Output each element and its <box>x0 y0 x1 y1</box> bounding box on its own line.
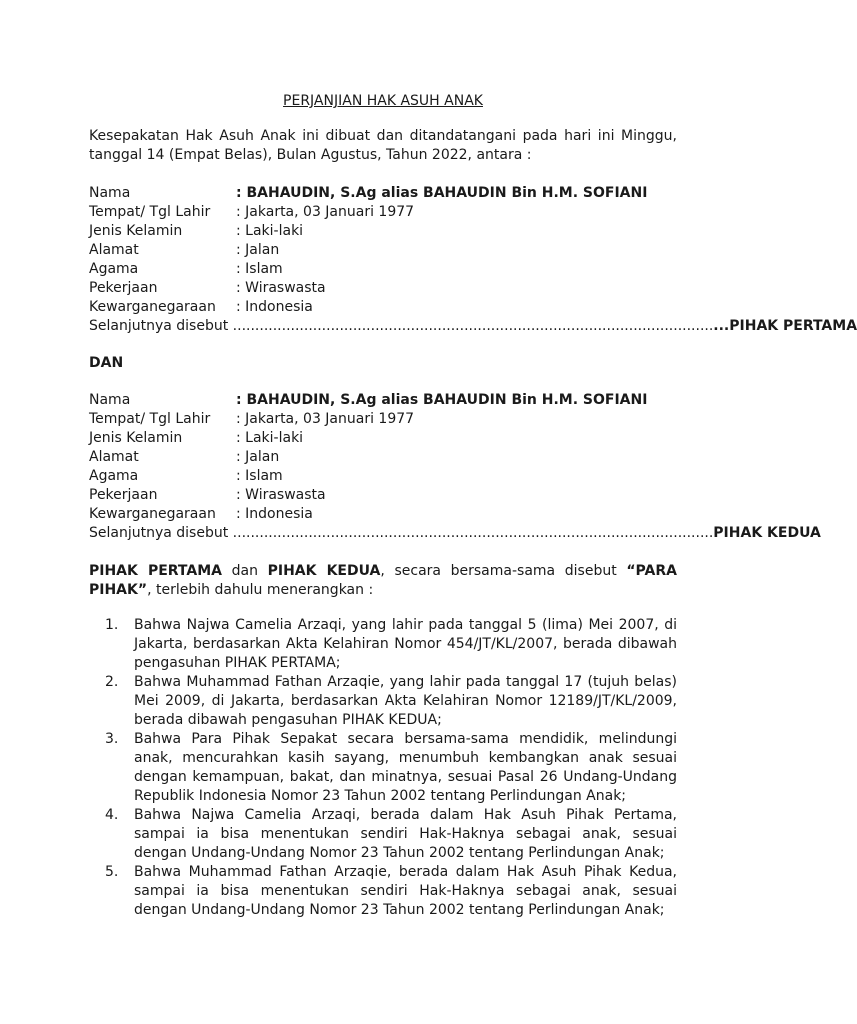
party1-field-ttl <box>89 203 677 222</box>
list-item-number: 3. <box>105 731 119 747</box>
field-label: Jenis Kelamin <box>89 430 183 446</box>
party2-designation <box>89 524 821 543</box>
document-page <box>89 92 857 920</box>
party2-field-pekerjaan <box>89 486 677 505</box>
party1-field-jenis-kelamin <box>89 222 677 241</box>
list-item <box>105 673 677 730</box>
designation-role: PIHAK KEDUA <box>713 525 821 541</box>
party1-field-alamat <box>89 241 677 260</box>
intro-paragraph: Kesepakatan Hak Asuh Anak ini dibuat dan ditandatangani pada hari ini Minggu, tanggal 14 (Empat Belas), Bulan Agustus, Tahun 2022, antara : <box>89 128 677 163</box>
field-value: : Wiraswasta <box>236 280 326 296</box>
party1-field-pekerjaan <box>89 279 677 298</box>
pihak-kedua-term: PIHAK KEDUA <box>267 563 381 579</box>
field-value: : Indonesia <box>236 299 313 315</box>
field-value: : Jalan <box>236 242 280 258</box>
field-label: Nama <box>89 392 131 408</box>
list-item-number: 2. <box>105 674 119 690</box>
field-value: : Laki-laki <box>236 223 304 239</box>
party2-field-jenis-kelamin <box>89 429 677 448</box>
dan-separator: DAN <box>89 355 124 371</box>
field-label: Alamat <box>89 242 139 258</box>
party1-fields <box>89 184 857 336</box>
list-item-text: Bahwa Najwa Camelia Arzaqi, yang lahir pada tanggal 5 (lima) Mei 2007, di Jakarta, berdasarkan Akta Kelahiran Nomor 454/JT/KL/2007, berada dibawah pengasuhan PIHAK PERTAMA; <box>134 617 677 671</box>
party2-field-kewarganegaraan <box>89 505 677 524</box>
field-value: : Wiraswasta <box>236 487 326 503</box>
list-item <box>105 730 677 806</box>
designation-label: Selanjutnya disebut <box>89 318 229 334</box>
field-label: Agama <box>89 261 139 277</box>
field-label: Kewarganegaraan <box>89 506 216 522</box>
field-label: Jenis Kelamin <box>89 223 183 239</box>
designation-label: Selanjutnya disebut <box>89 525 229 541</box>
party2-field-ttl <box>89 410 677 429</box>
field-label: Tempat/ Tgl Lahir <box>89 204 211 220</box>
party1-field-kewarganegaraan <box>89 298 677 317</box>
para-pihak-term: “PARA PIHAK” <box>89 563 677 598</box>
designation-dots: ............................................................................................................ <box>232 318 714 334</box>
list-item-number: 1. <box>105 617 119 633</box>
field-label: Pekerjaan <box>89 487 158 503</box>
designation-dots: ............................................................................................................ <box>232 525 714 541</box>
party1-designation <box>89 317 857 336</box>
list-item-text: Bahwa Najwa Camelia Arzaqi, berada dalam Hak Asuh Pihak Pertama, sampai ia bisa menentukan sendiri Hak-Haknya sebagai anak, sesuai dengan Undang-Undang Nomor 23 Tahun 2002 tentang Perlindungan Anak; <box>134 807 677 861</box>
field-value: : BAHAUDIN, S.Ag alias BAHAUDIN Bin H.M. SOFIANI <box>236 392 648 408</box>
conjunction-text: dan <box>221 563 268 579</box>
document-title: PERJANJIAN HAK ASUH ANAK <box>283 93 483 109</box>
list-item-text: Bahwa Para Pihak Sepakat secara bersama-sama mendidik, melindungi anak, mencurahkan kasih sayang, menumbuh kembangkan anak sesuai dengan kemampuan, bakat, dan minatnya, sesuai Pasal 26 Undang-Undang Republik Indonesia Nomor 23 Tahun 2002 tentang Perlindungan Anak; <box>134 731 677 804</box>
field-label: Tempat/ Tgl Lahir <box>89 411 211 427</box>
field-value: : Jalan <box>236 449 280 465</box>
field-value: : Islam <box>236 468 283 484</box>
field-value: : Jakarta, 03 Januari 1977 <box>236 411 415 427</box>
field-label: Pekerjaan <box>89 280 158 296</box>
party2-fields <box>89 391 821 543</box>
field-label: Nama <box>89 185 131 201</box>
middle-text: , secara bersama-sama disebut <box>380 563 627 579</box>
field-value: : BAHAUDIN, S.Ag alias BAHAUDIN Bin H.M. SOFIANI <box>236 185 648 201</box>
field-value: : Jakarta, 03 Januari 1977 <box>236 204 415 220</box>
para-pihak-paragraph <box>89 562 677 600</box>
field-label: Kewarganegaraan <box>89 299 216 315</box>
party1-field-nama <box>89 184 677 203</box>
tail-text: , terlebih dahulu menerangkan : <box>147 582 374 598</box>
party1-field-agama <box>89 260 677 279</box>
party2-field-agama <box>89 467 677 486</box>
list-item <box>105 863 677 920</box>
field-value: : Indonesia <box>236 506 313 522</box>
designation-role: ...PIHAK PERTAMA <box>713 318 857 334</box>
list-item <box>105 806 677 863</box>
list-item-text: Bahwa Muhammad Fathan Arzaqie, yang lahir pada tanggal 17 (tujuh belas) Mei 2009, di Jakarta, berdasarkan Akta Kelahiran Nomor 12189/JT/KL/2009, berada dibawah pengasuhan PIHAK KEDUA; <box>134 674 677 728</box>
list-item-number: 5. <box>105 864 119 880</box>
list-item-number: 4. <box>105 807 119 823</box>
party2-field-alamat <box>89 448 677 467</box>
party2-field-nama <box>89 391 677 410</box>
list-item <box>105 616 677 673</box>
recitals-list <box>89 616 677 920</box>
field-label: Agama <box>89 468 139 484</box>
field-label: Alamat <box>89 449 139 465</box>
list-item-text: Bahwa Muhammad Fathan Arzaqie, berada dalam Hak Asuh Pihak Kedua, sampai ia bisa menentukan sendiri Hak-Haknya sebagai anak, sesuai dengan Undang-Undang Nomor 23 Tahun 2002 tentang Perlindungan Anak; <box>134 864 677 918</box>
field-value: : Islam <box>236 261 283 277</box>
field-value: : Laki-laki <box>236 430 304 446</box>
pihak-pertama-term: PIHAK PERTAMA <box>89 563 222 579</box>
